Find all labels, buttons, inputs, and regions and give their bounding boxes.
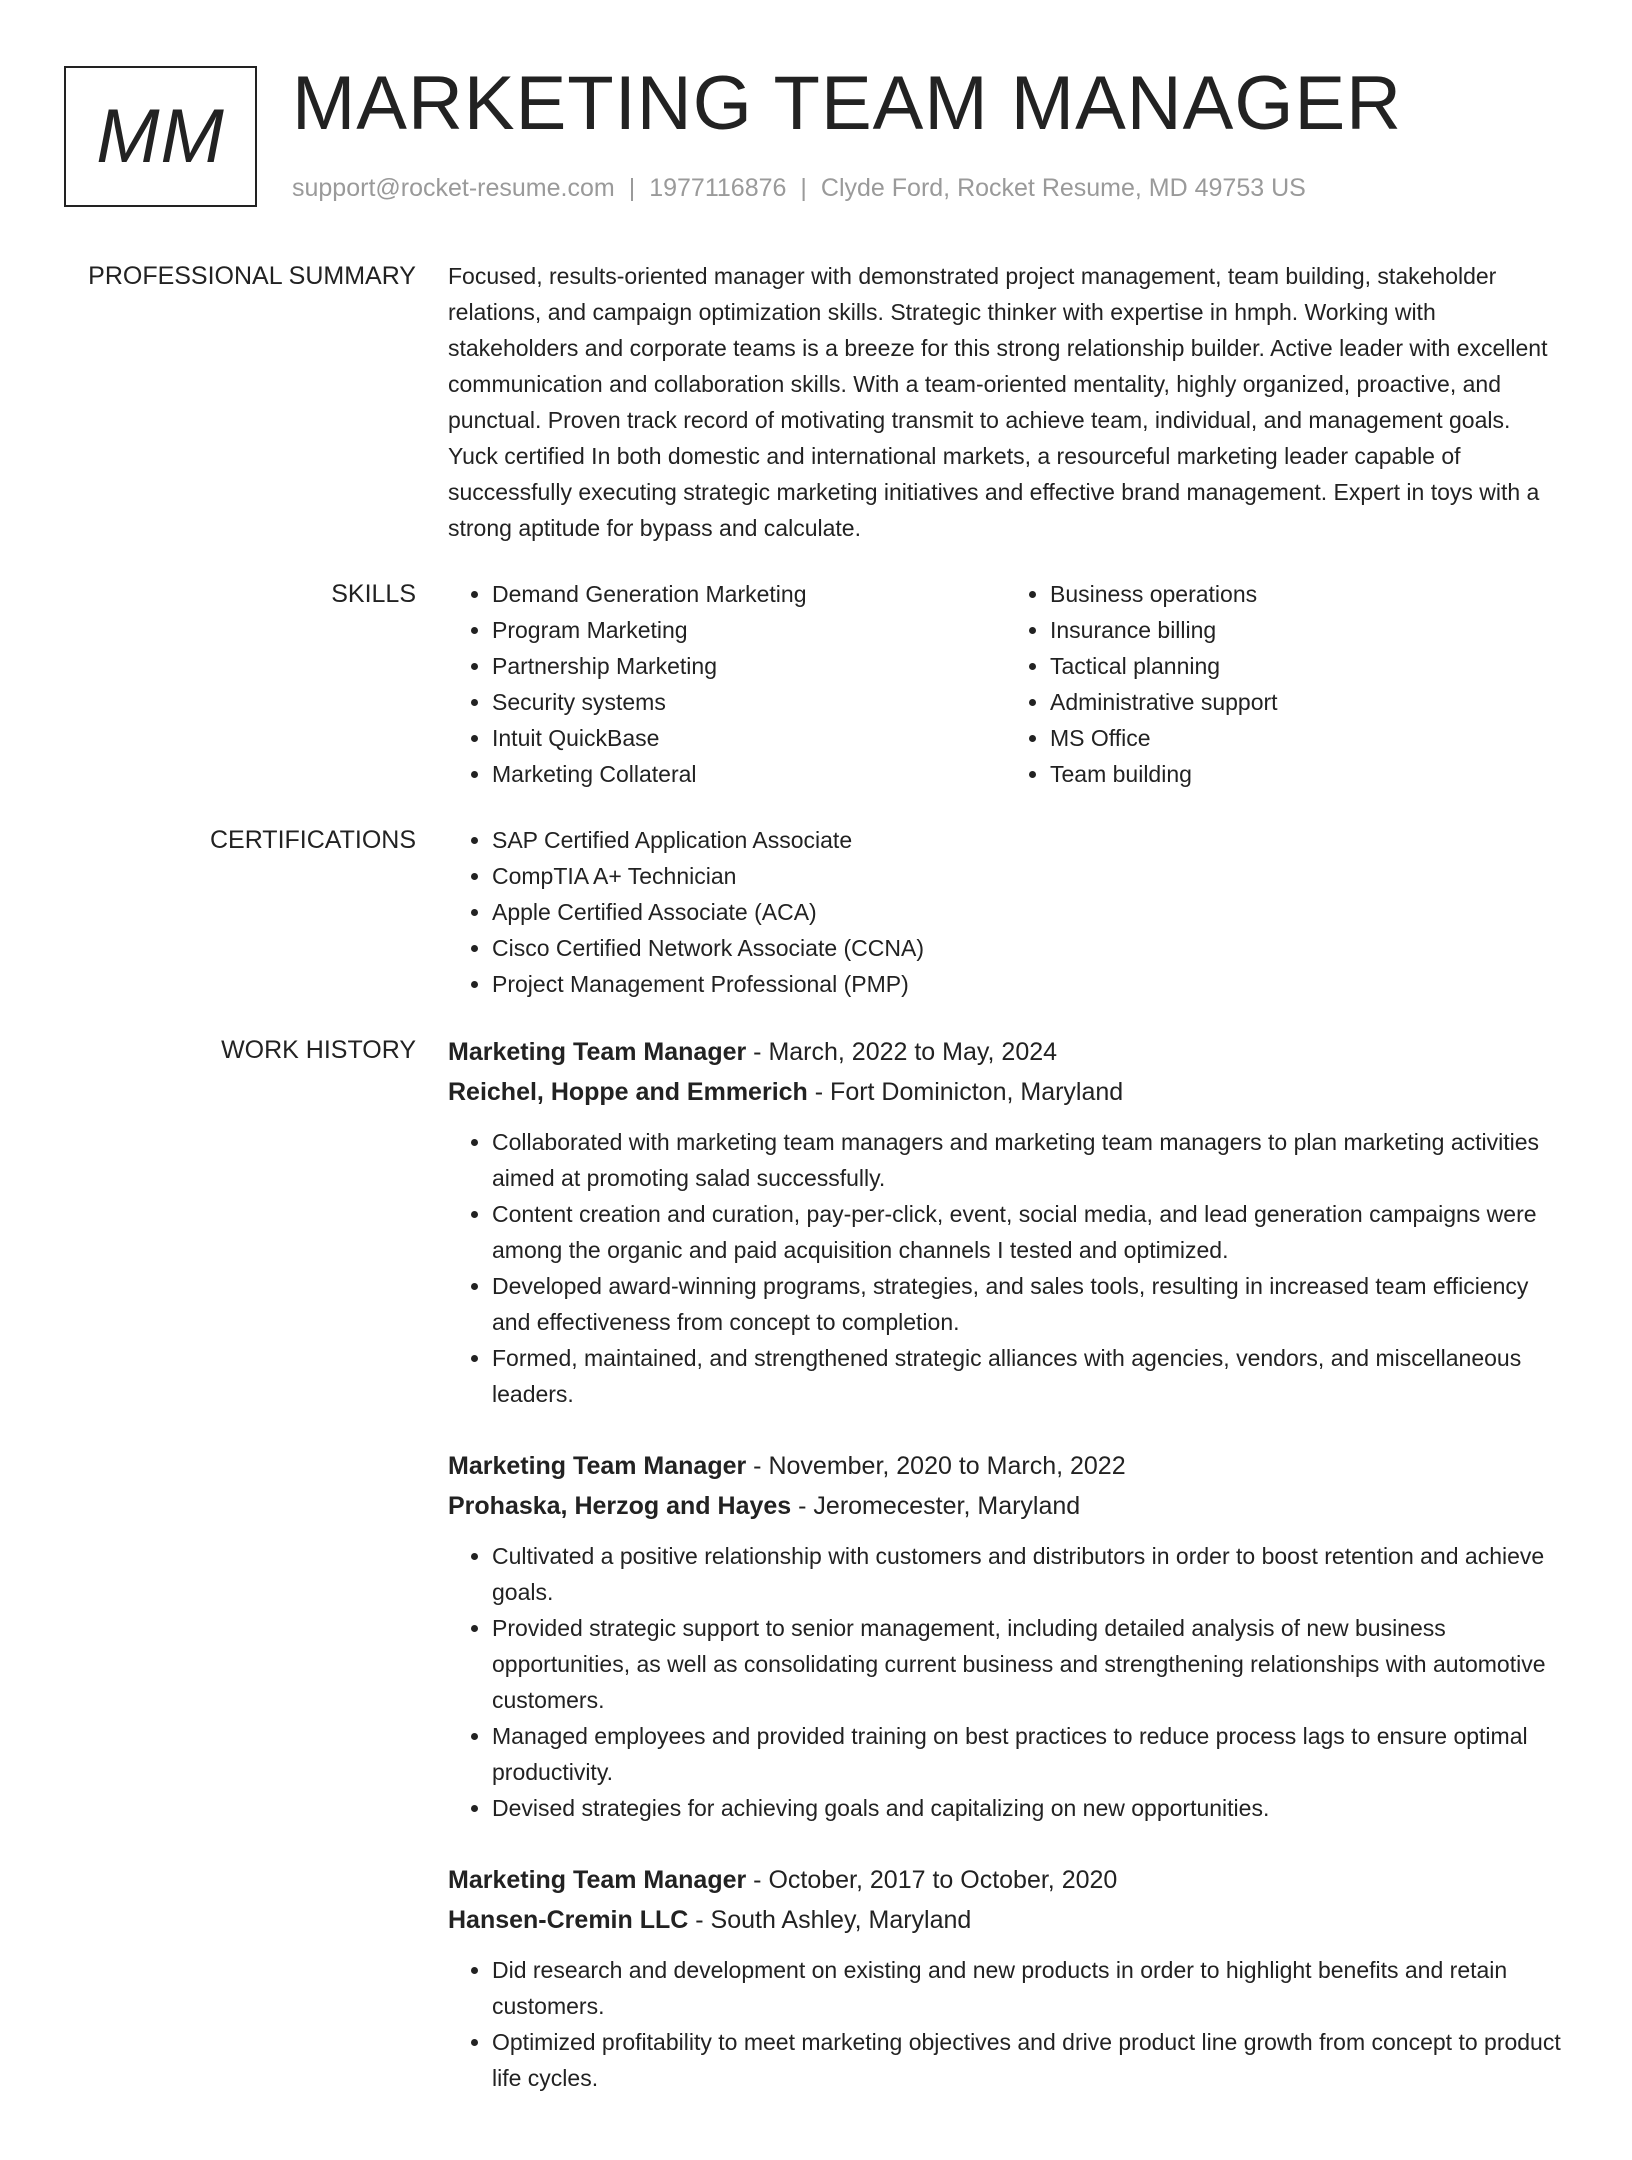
contact-email[interactable]: support@rocket-resume.com xyxy=(292,174,615,202)
job-entry xyxy=(448,1860,1564,2096)
skill-item: • Tactical planning xyxy=(1050,648,1564,684)
certification-item: • Cisco Certified Network Associate (CCNA) xyxy=(492,930,1564,966)
contact-phone: 1977116876 xyxy=(649,174,787,202)
job-company-line xyxy=(448,1900,1564,1940)
job-title-line xyxy=(448,1860,1564,1900)
skills-section xyxy=(64,576,1564,792)
skill-item: • Business operations xyxy=(1050,576,1564,612)
job-bullet: • Developed award-winning programs, strategies, and sales tools, resulting in increased team efficiency and effectiveness from concept to completion. xyxy=(492,1268,1564,1340)
skill-item: • Program Marketing xyxy=(492,612,1006,648)
job-location: - Fort Dominicton, Maryland xyxy=(807,1078,1124,1106)
job-bullets xyxy=(448,1538,1564,1826)
job-company: Reichel, Hoppe and Emmerich xyxy=(448,1078,808,1106)
skill-item: • Security systems xyxy=(492,684,1006,720)
job-title-line xyxy=(448,1032,1564,1072)
summary-text: Focused, results-oriented manager with demonstrated project management, team building, stakeholder relations, and campaign optimization skills. Strategic thinker with expertise in hmph. Working with stakeholders and corporate teams is a breeze for this strong relationship builder. Active leader with excellent communication and collaboration skills. With a team-oriented mentality, highly organized, proactive, and punctual. Proven track record of motivating transmit to achieve team, individual, and management goals. Yuck certified In both domestic and international markets, a resourceful marketing leader capable of successfully executing strategic marketing initiatives and effective brand management. Expert in toys with a strong aptitude for bypass and calculate. xyxy=(448,263,1548,541)
job-dates: - November, 2020 to March, 2022 xyxy=(746,1452,1126,1480)
job-dates: - October, 2017 to October, 2020 xyxy=(746,1866,1118,1894)
certification-item: • CompTIA A+ Technician xyxy=(492,858,1564,894)
job-entry xyxy=(448,1032,1564,1412)
job-company: Hansen-Cremin LLC xyxy=(448,1906,689,1934)
certification-item: • Apple Certified Associate (ACA) xyxy=(492,894,1564,930)
certification-item: • SAP Certified Application Associate xyxy=(492,822,1564,858)
job-bullet: • Content creation and curation, pay-per-click, event, social media, and lead generation campaigns were among the organic and paid acquisition channels I tested and optimized. xyxy=(492,1196,1564,1268)
skill-item: • Marketing Collateral xyxy=(492,756,1006,792)
certifications-section xyxy=(64,822,1564,1002)
job-bullet: • Collaborated with marketing team managers and marketing team managers to plan marketing activities aimed at promoting salad successfully. xyxy=(492,1124,1564,1196)
contact-line xyxy=(292,174,1306,203)
job-bullet: • Optimized profitability to meet marketing objectives and drive product line growth from concept to product life cycles. xyxy=(492,2024,1564,2096)
job-bullet: • Did research and development on existing and new products in order to highlight benefits and retain customers. xyxy=(492,1952,1564,2024)
job-dates: - March, 2022 to May, 2024 xyxy=(746,1038,1058,1066)
resume-header xyxy=(64,61,1564,216)
job-bullet: • Formed, maintained, and strengthened strategic alliances with agencies, vendors, and miscellaneous leaders. xyxy=(492,1340,1564,1412)
certification-item: • Project Management Professional (PMP) xyxy=(492,966,1564,1002)
resume-title: MARKETING TEAM MANAGER xyxy=(292,61,1403,146)
job-bullets xyxy=(448,1952,1564,2096)
certifications-list xyxy=(448,822,1564,1002)
job-location: - Jeromecester, Maryland xyxy=(791,1492,1081,1520)
job-bullet: • Devised strategies for achieving goals and capitalizing on new opportunities. xyxy=(492,1790,1564,1826)
job-bullet: • Managed employees and provided training on best practices to reduce process lags to ensure optimal productivity. xyxy=(492,1718,1564,1790)
job-role: Marketing Team Manager xyxy=(448,1452,747,1480)
summary-section xyxy=(64,258,1564,546)
contact-separator: | xyxy=(800,174,807,202)
job-bullet: • Provided strategic support to senior management, including detailed analysis of new business opportunities, as well as consolidating current business and strengthening relationships with automotive customers. xyxy=(492,1610,1564,1718)
job-role: Marketing Team Manager xyxy=(448,1866,747,1894)
monogram-logo: MM xyxy=(64,66,257,207)
skills-list-right xyxy=(1006,576,1564,792)
job-role: Marketing Team Manager xyxy=(448,1038,747,1066)
skill-item: • MS Office xyxy=(1050,720,1564,756)
job-company-line xyxy=(448,1486,1564,1526)
skill-item: • Insurance billing xyxy=(1050,612,1564,648)
resume-content xyxy=(64,258,1564,2160)
skill-item: • Partnership Marketing xyxy=(492,648,1006,684)
section-label-work-history: WORK HISTORY xyxy=(221,1036,416,1064)
job-company: Prohaska, Herzog and Hayes xyxy=(448,1492,792,1520)
job-bullets xyxy=(448,1124,1564,1412)
job-entry xyxy=(448,1446,1564,1826)
section-label-summary: PROFESSIONAL SUMMARY xyxy=(88,262,416,290)
job-company-line xyxy=(448,1072,1564,1112)
skill-item: • Intuit QuickBase xyxy=(492,720,1006,756)
section-label-skills: SKILLS xyxy=(331,580,416,608)
work-history-section xyxy=(64,1032,1564,2130)
contact-address: Clyde Ford, Rocket Resume, MD 49753 US xyxy=(820,174,1306,202)
job-title-line xyxy=(448,1446,1564,1486)
skill-item: • Administrative support xyxy=(1050,684,1564,720)
contact-separator: | xyxy=(628,174,636,202)
section-label-certifications: CERTIFICATIONS xyxy=(209,826,416,854)
skill-item: • Team building xyxy=(1050,756,1564,792)
skill-item: • Demand Generation Marketing xyxy=(492,576,1006,612)
skills-list-left xyxy=(448,576,1006,792)
job-bullet: • Cultivated a positive relationship with customers and distributors in order to boost retention and achieve goals. xyxy=(492,1538,1564,1610)
job-location: - South Ashley, Maryland xyxy=(688,1906,972,1934)
